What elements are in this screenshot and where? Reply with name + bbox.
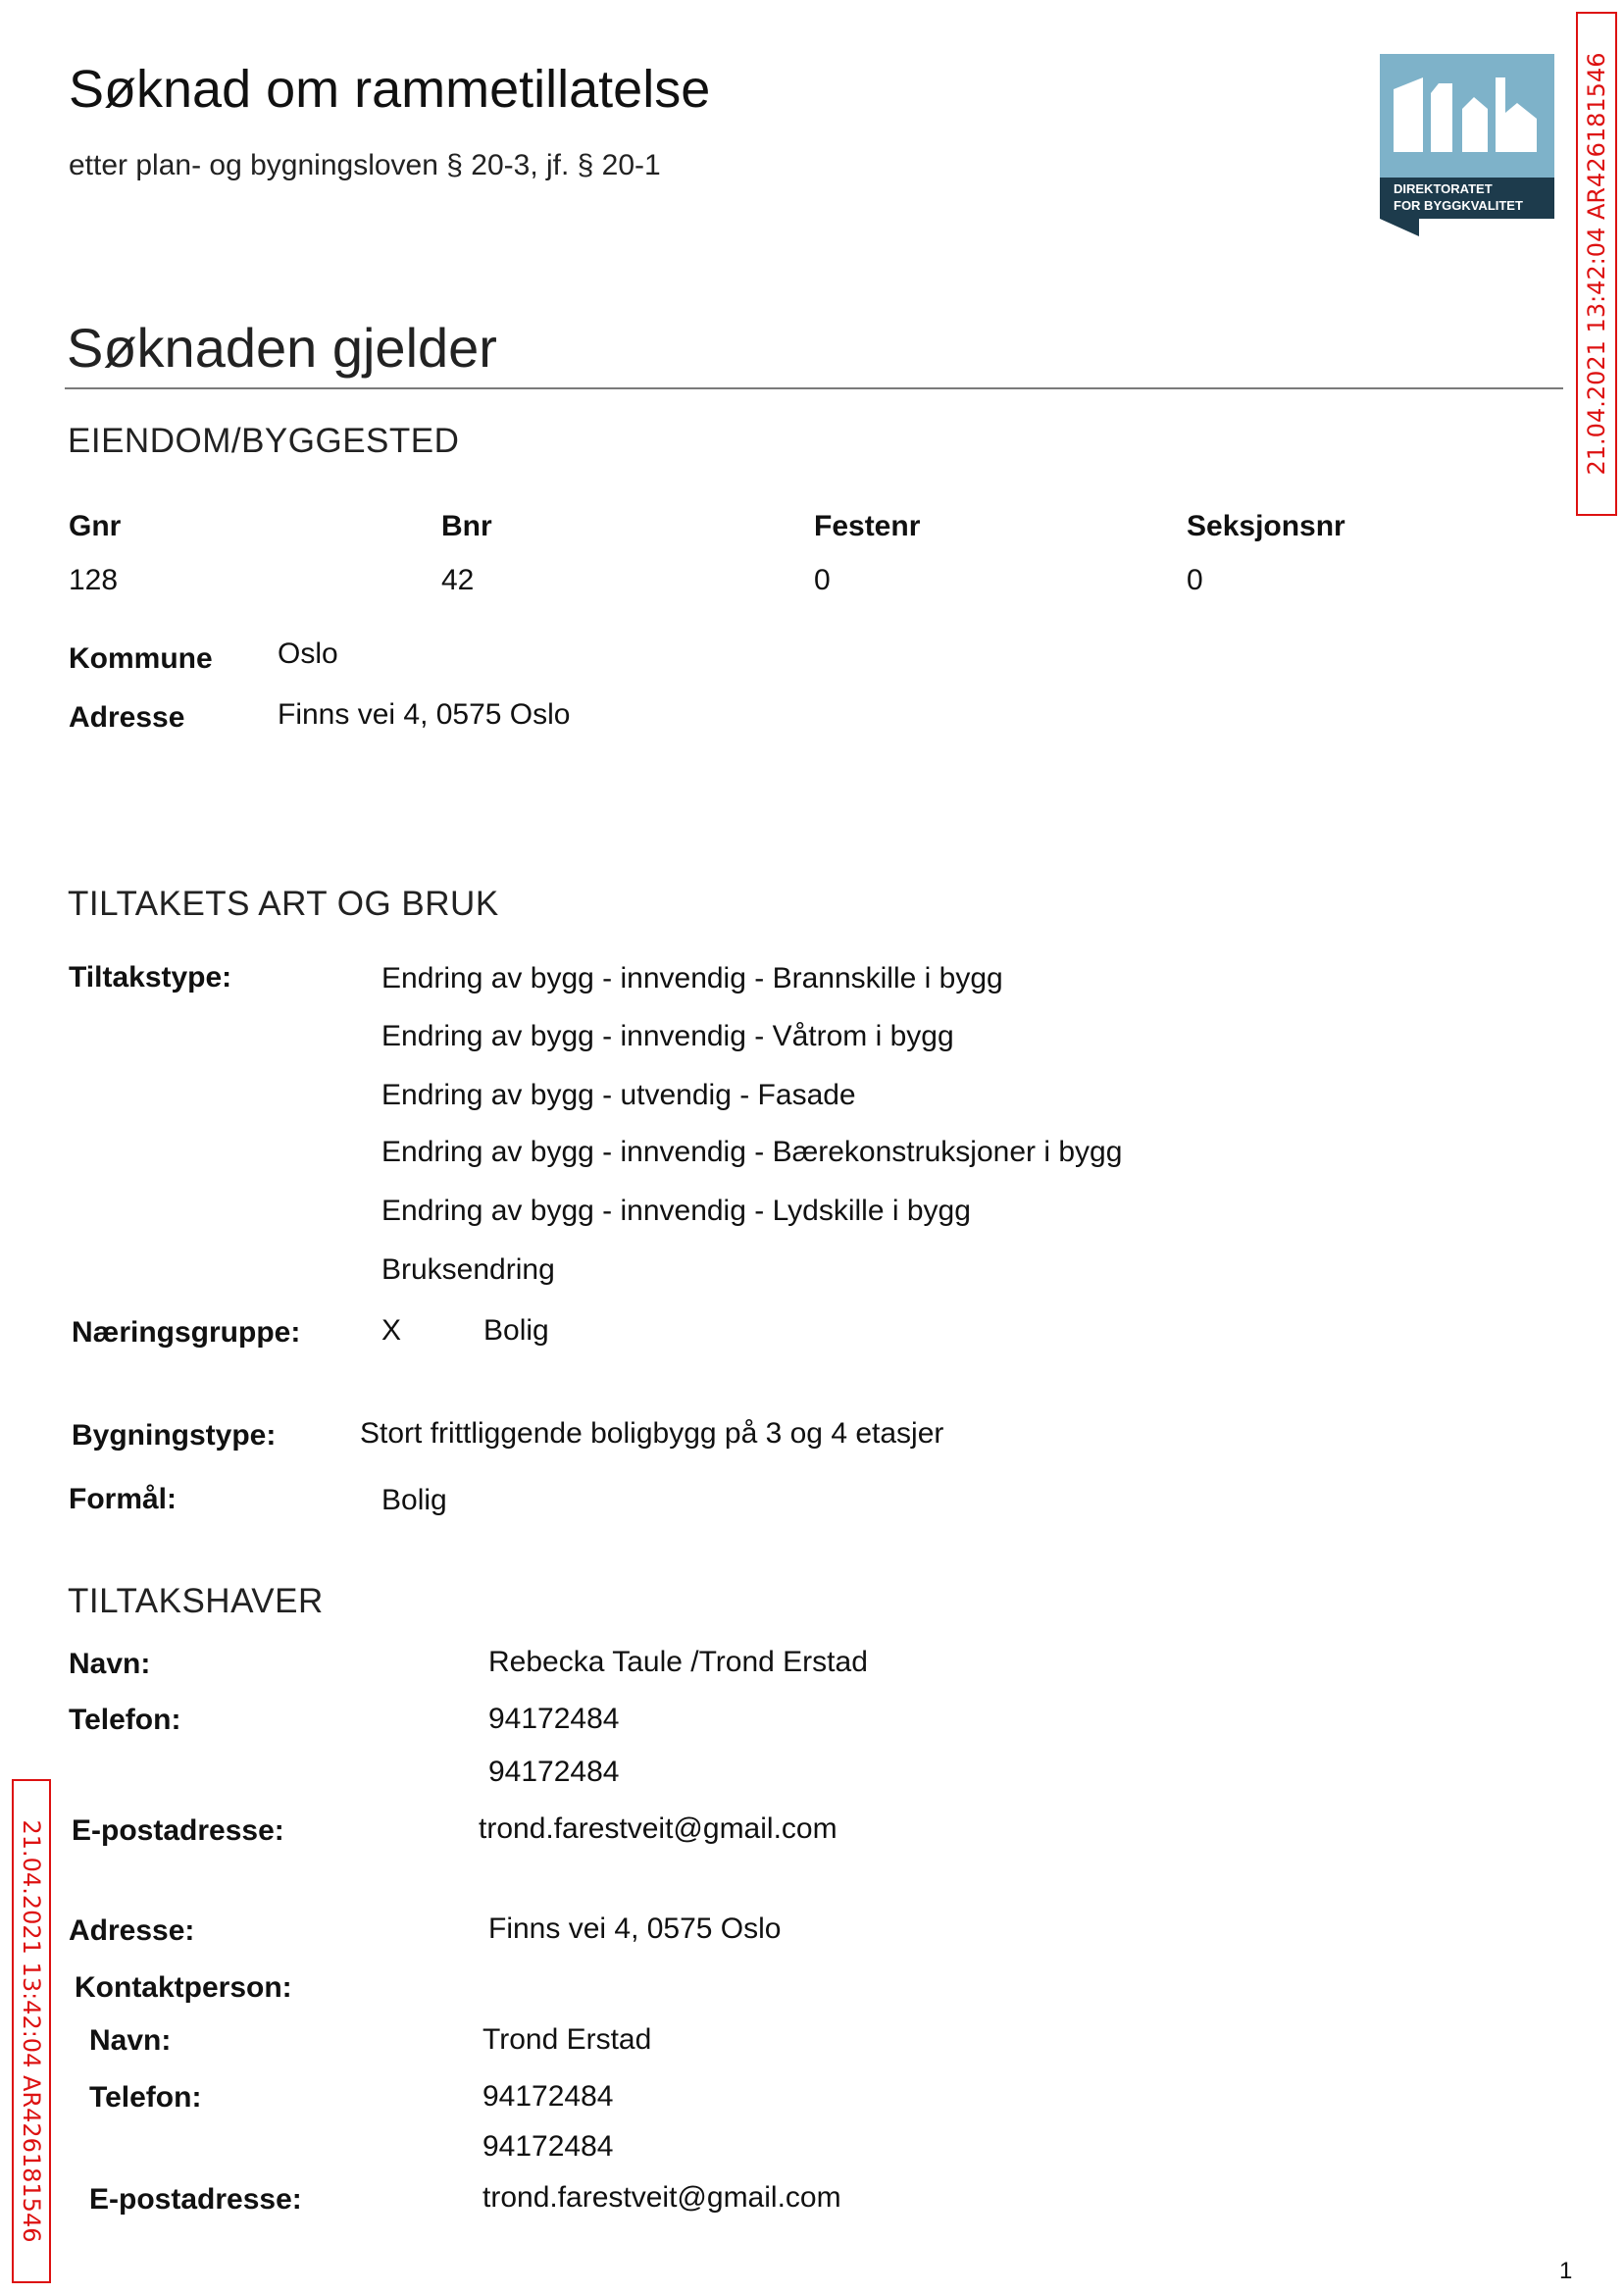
kontakt-navn-label: Navn:	[89, 2024, 172, 2057]
section-title: Søknaden gjelder	[67, 317, 497, 379]
tiltakstype-label: Tiltakstype:	[69, 961, 232, 994]
gnr-value: 128	[69, 564, 119, 596]
page-number: 1	[1559, 2258, 1573, 2284]
tiltakshaver-epost-value: trond.farestveit@gmail.com	[479, 1812, 837, 1845]
tiltakstype-item: Endring av bygg - innvendig - Våtrom i bygg	[381, 1020, 954, 1052]
archive-stamp-left	[12, 1779, 51, 2283]
gnr-label: Gnr	[69, 510, 122, 542]
kontakt-telefon-value: 94172484	[482, 2080, 614, 2113]
tiltakshaver-adresse-value: Finns vei 4, 0575 Oslo	[488, 1912, 782, 1945]
archive-stamp-text: 21.04.2021 13:42:04 AR426181546	[18, 1819, 45, 2243]
festenr-value: 0	[814, 564, 831, 596]
logo-text-line2: FOR BYGGKVALITET	[1394, 198, 1523, 213]
festenr-label: Festenr	[814, 510, 921, 542]
bygningstype-value: Stort frittliggende boligbygg på 3 og 4 etasjer	[360, 1417, 944, 1450]
kommune-value: Oslo	[278, 637, 338, 670]
naeringsgruppe-value: Bolig	[483, 1314, 549, 1347]
kommune-label: Kommune	[69, 642, 213, 675]
section-divider	[65, 387, 1563, 389]
kontakt-telefon-value: 94172484	[482, 2130, 614, 2163]
bnr-label: Bnr	[441, 510, 492, 542]
archive-stamp-right	[1576, 12, 1617, 516]
tiltakshaver-heading: TILTAKSHAVER	[68, 1582, 324, 1620]
kontakt-epost-label: E-postadresse:	[89, 2183, 302, 2216]
document-subtitle: etter plan- og bygningsloven § 20-3, jf. § 20-1	[69, 149, 661, 181]
eiendom-heading: EIENDOM/BYGGESTED	[68, 422, 460, 460]
tiltakshaver-adresse-label: Adresse:	[69, 1914, 195, 1947]
tiltakshaver-epost-label: E-postadresse:	[72, 1814, 284, 1847]
archive-stamp-text: 21.04.2021 13:42:04 AR426181546	[1583, 52, 1610, 476]
dibk-logo	[1380, 54, 1554, 240]
dibk-logo-icon	[1380, 54, 1554, 240]
adresse-label: Adresse	[69, 701, 185, 734]
tiltakshaver-navn-value: Rebecka Taule /Trond Erstad	[488, 1646, 868, 1678]
tiltakshaver-telefon-label: Telefon:	[69, 1704, 181, 1736]
formal-value: Bolig	[381, 1484, 447, 1516]
tiltakstype-item: Endring av bygg - innvendig - Bærekonstruksjoner i bygg	[381, 1136, 1123, 1168]
tiltakshaver-telefon-value: 94172484	[488, 1703, 620, 1735]
kontakt-telefon-label: Telefon:	[89, 2081, 202, 2114]
naeringsgruppe-code: X	[381, 1314, 402, 1347]
tiltakstype-item: Endring av bygg - innvendig - Lydskille i bygg	[381, 1195, 971, 1227]
naeringsgruppe-label: Næringsgruppe:	[72, 1316, 301, 1349]
tiltak-heading: TILTAKETS ART OG BRUK	[68, 885, 499, 923]
kontakt-navn-value: Trond Erstad	[482, 2023, 652, 2056]
tiltakshaver-telefon-value: 94172484	[488, 1756, 620, 1788]
kontakt-epost-value: trond.farestveit@gmail.com	[482, 2181, 841, 2214]
tiltakstype-item: Endring av bygg - innvendig - Brannskille i bygg	[381, 962, 1003, 994]
kontaktperson-label: Kontaktperson:	[75, 1971, 292, 2004]
formal-label: Formål:	[69, 1483, 178, 1515]
bygningstype-label: Bygningstype:	[72, 1419, 277, 1452]
logo-text-line1: DIREKTORATET	[1394, 181, 1493, 196]
tiltakshaver-navn-label: Navn:	[69, 1648, 151, 1680]
adresse-value: Finns vei 4, 0575 Oslo	[278, 698, 571, 731]
bnr-value: 42	[441, 564, 475, 596]
document-title: Søknad om rammetillatelse	[69, 60, 711, 119]
seksjonsnr-label: Seksjonsnr	[1187, 510, 1345, 542]
tiltakstype-item: Endring av bygg - utvendig - Fasade	[381, 1079, 856, 1111]
seksjonsnr-value: 0	[1187, 564, 1203, 596]
tiltakstype-item: Bruksendring	[381, 1253, 555, 1286]
